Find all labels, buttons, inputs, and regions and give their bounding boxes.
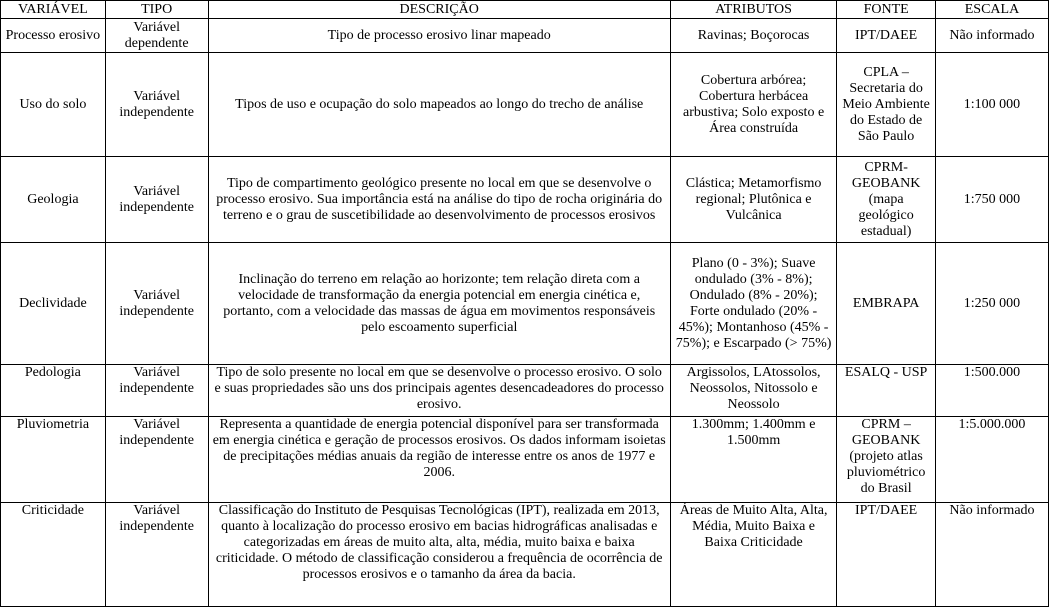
cell-escala: 1:750 000 xyxy=(935,157,1048,243)
table-row xyxy=(1,157,1049,243)
cell-fonte: CPLA – Secretaria do Meio Ambiente do Estado de São Paulo xyxy=(837,53,936,157)
cell-descricao: Tipos de uso e ocupação do solo mapeados ao longo do trecho de análise xyxy=(208,53,670,157)
cell-escala: 1:500.000 xyxy=(935,365,1048,417)
cell-descricao: Inclinação do terreno em relação ao horizonte; tem relação direta com a velocidade de transformação da energia potencial em energia cinética e, portanto, com a velocidade das massas de água em movimentos responsáveis pelo escoamento superficial xyxy=(208,243,670,365)
header-escala: ESCALA xyxy=(935,1,1048,19)
cell-fonte: IPT/DAEE xyxy=(837,19,936,53)
cell-variavel: Criticidade xyxy=(1,503,106,607)
cell-atributos: Cobertura arbórea; Cobertura herbácea arbustiva; Solo exposto e Área construída xyxy=(670,53,836,157)
cell-escala: Não informado xyxy=(935,503,1048,607)
cell-fonte: CPRM-GEOBANK (mapa geológico estadual) xyxy=(837,157,936,243)
header-fonte: FONTE xyxy=(837,1,936,19)
cell-variavel: Uso do solo xyxy=(1,53,106,157)
header-row xyxy=(1,1,1049,19)
header-descricao: DESCRIÇÃO xyxy=(208,1,670,19)
cell-atributos: Ravinas; Boçorocas xyxy=(670,19,836,53)
table-row xyxy=(1,417,1049,503)
table-row xyxy=(1,503,1049,607)
cell-atributos: Argissolos, LAtossolos, Neossolos, Nitossolo e Neossolo xyxy=(670,365,836,417)
table-row xyxy=(1,53,1049,157)
cell-fonte: IPT/DAEE xyxy=(837,503,936,607)
cell-fonte: CPRM – GEOBANK (projeto atlas pluviométrico do Brasil xyxy=(837,417,936,503)
cell-descricao: Tipo de solo presente no local em que se desenvolve o processo erosivo. O solo e suas propriedades são uns dos principais agentes desencadeadores do processo erosivo. xyxy=(208,365,670,417)
cell-variavel: Pedologia xyxy=(1,365,106,417)
cell-variavel: Pluviometria xyxy=(1,417,106,503)
cell-tipo: Variável independente xyxy=(105,365,208,417)
cell-escala: Não informado xyxy=(935,19,1048,53)
header-variavel: VARIÁVEL xyxy=(1,1,106,19)
cell-atributos: Clástica; Metamorfismo regional; Plutônica e Vulcânica xyxy=(670,157,836,243)
cell-tipo: Variável independente xyxy=(105,503,208,607)
cell-atributos: Áreas de Muito Alta, Alta, Média, Muito Baixa e Baixa Criticidade xyxy=(670,503,836,607)
header-atributos: ATRIBUTOS xyxy=(670,1,836,19)
cell-descricao: Tipo de processo erosivo linar mapeado xyxy=(208,19,670,53)
cell-escala: 1:5.000.000 xyxy=(935,417,1048,503)
cell-tipo: Variável independente xyxy=(105,53,208,157)
cell-variavel: Geologia xyxy=(1,157,106,243)
cell-variavel: Declividade xyxy=(1,243,106,365)
cell-atributos: Plano (0 - 3%); Suave ondulado (3% - 8%); Ondulado (8% - 20%); Forte ondulado (20% - 45%); Montanhoso (45% - 75%); e Escarpado (> 75%) xyxy=(670,243,836,365)
cell-tipo: Variável independente xyxy=(105,243,208,365)
cell-descricao: Classificação do Instituto de Pesquisas Tecnológicas (IPT), realizada em 2013, quanto à localização do processo erosivo em bacias hidrográficas analisadas e categorizadas em áreas de muito alta, alta, média, muito baixa e baixa criticidade. O método de classificação considerou a frequência de ocorrência de processos erosivos e o tamanho da área da bacia. xyxy=(208,503,670,607)
cell-fonte: EMBRAPA xyxy=(837,243,936,365)
table-row xyxy=(1,365,1049,417)
table-row xyxy=(1,19,1049,53)
cell-descricao: Tipo de compartimento geológico presente no local em que se desenvolve o processo erosivo. Sua importância está na análise do tipo de rocha originária do terreno e o grau de suscetibilidade ao desenvolvimento de processos erosivos xyxy=(208,157,670,243)
cell-descricao: Representa a quantidade de energia potencial disponível para ser transformada em energia cinética e geração de processos erosivos. Os dados informam isoietas de precipitações médias anuais da região de interesse entre os anos de 1977 e 2006. xyxy=(208,417,670,503)
table-row xyxy=(1,243,1049,365)
cell-atributos: 1.300mm; 1.400mm e 1.500mm xyxy=(670,417,836,503)
cell-fonte: ESALQ - USP xyxy=(837,365,936,417)
cell-escala: 1:250 000 xyxy=(935,243,1048,365)
cell-tipo: Variável independente xyxy=(105,417,208,503)
header-tipo: TIPO xyxy=(105,1,208,19)
cell-variavel: Processo erosivo xyxy=(1,19,106,53)
cell-tipo: Variável dependente xyxy=(105,19,208,53)
cell-tipo: Variável independente xyxy=(105,157,208,243)
cell-escala: 1:100 000 xyxy=(935,53,1048,157)
